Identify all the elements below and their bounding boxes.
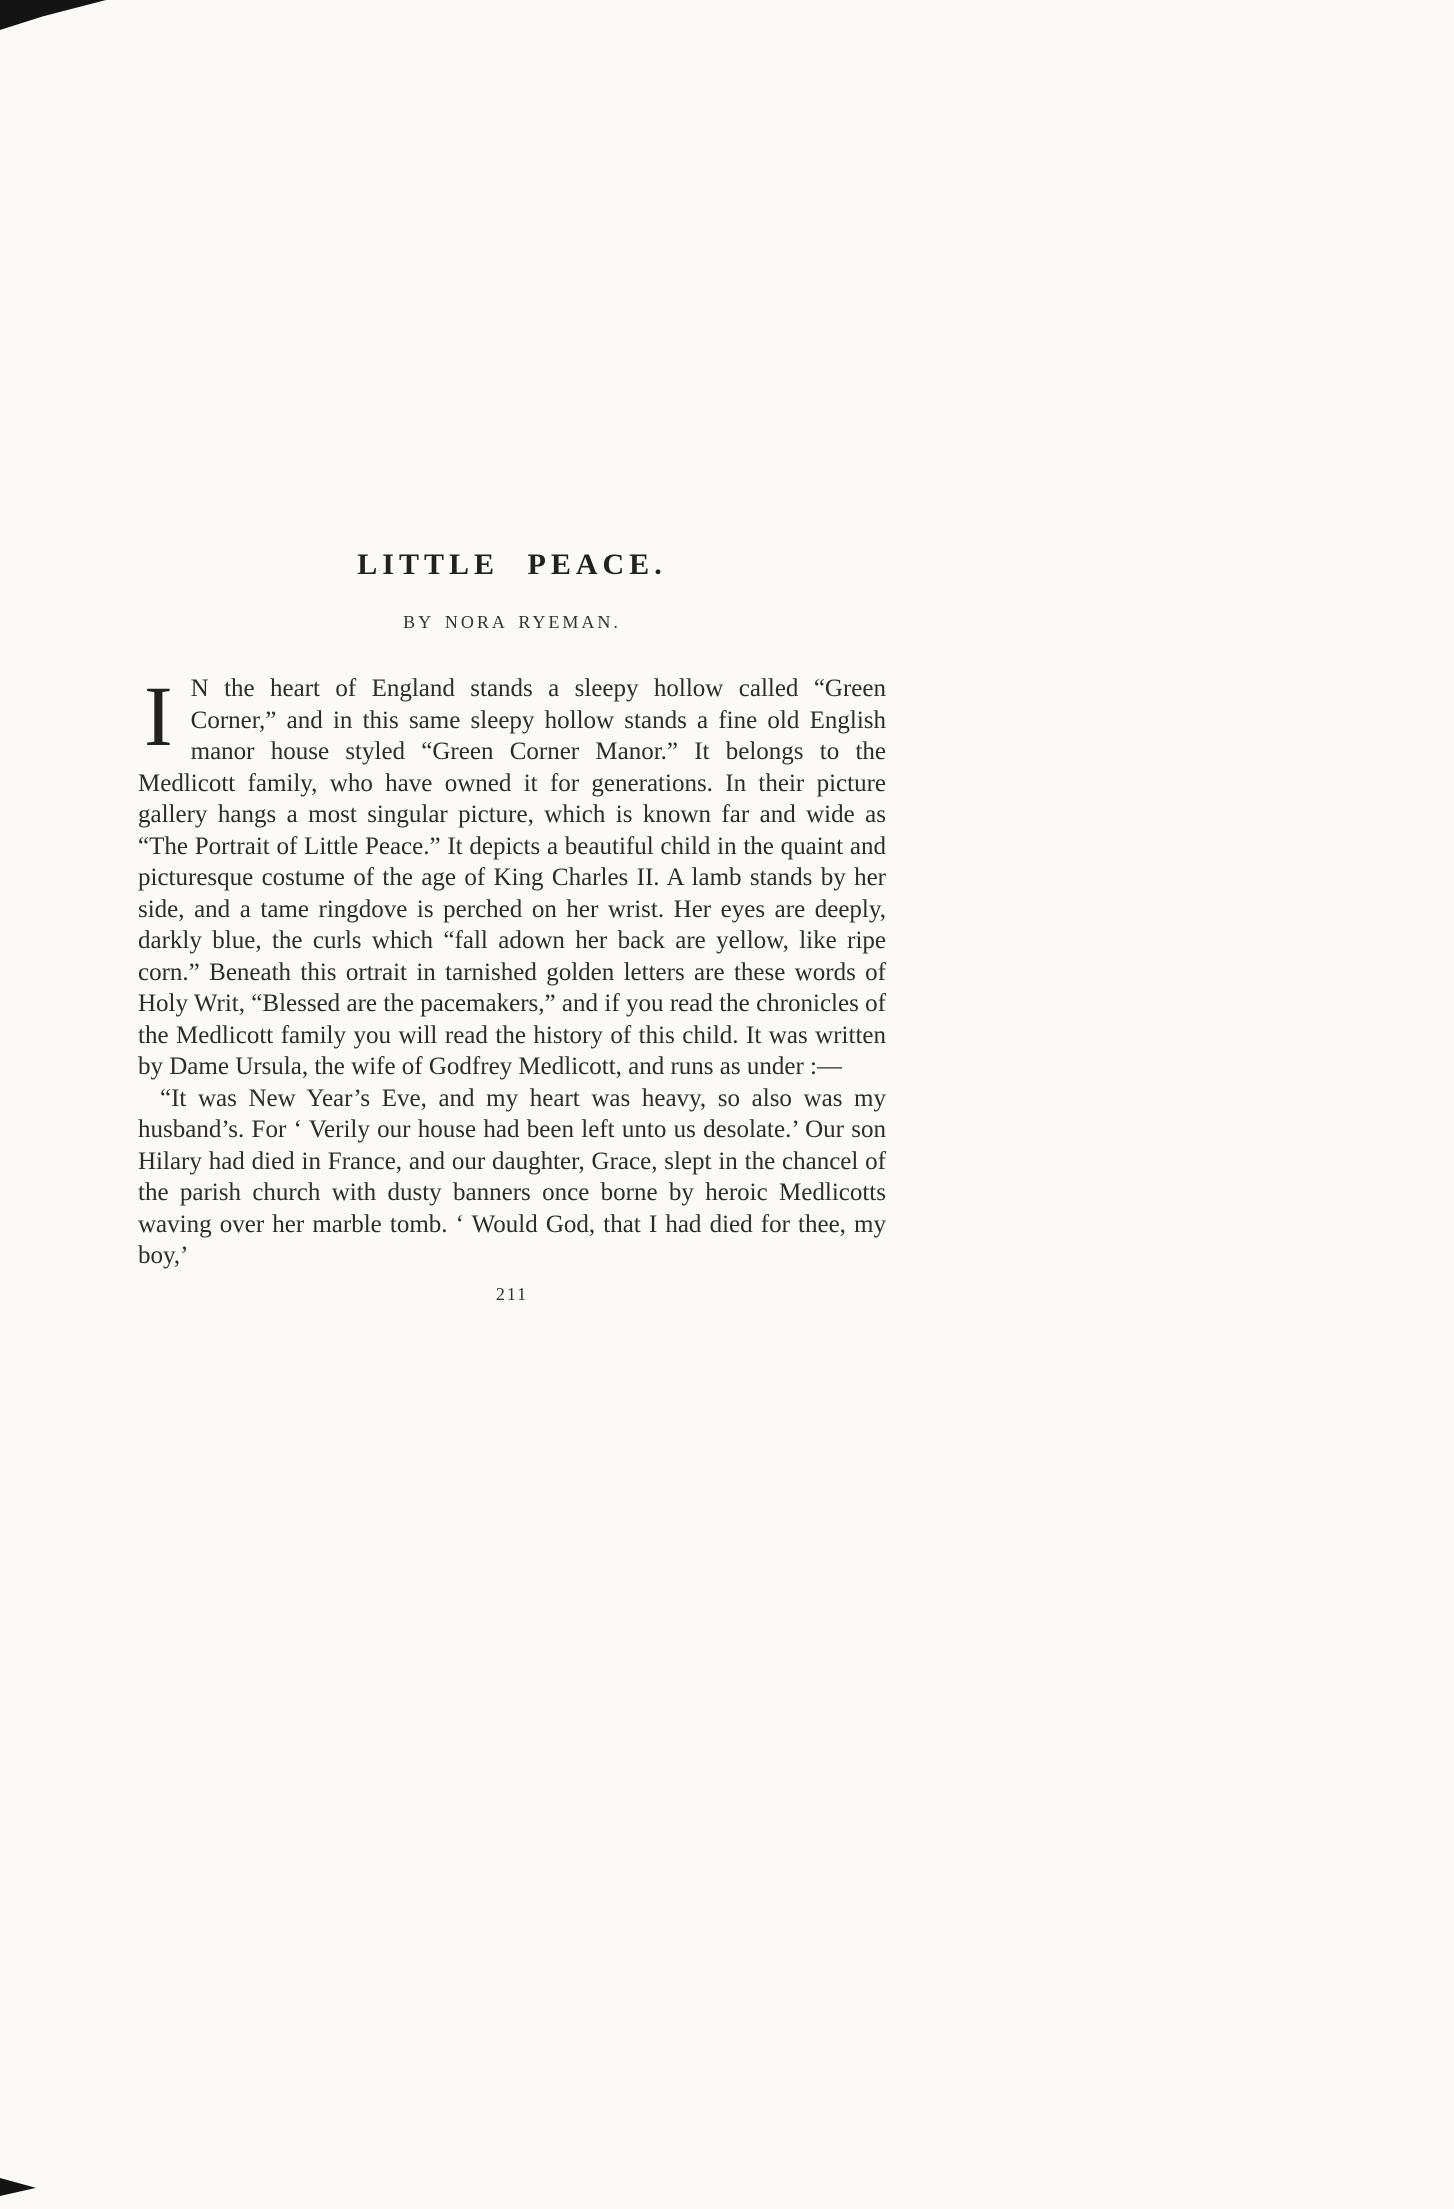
paragraph-chronicle <box>138 1083 886 1272</box>
byline: BY NORA RYEMAN. <box>403 612 621 632</box>
scan-artifact-bottom-left <box>0 2178 36 2196</box>
paragraph-opening <box>138 668 886 1083</box>
page-number: 211 <box>495 1283 529 1304</box>
page-content <box>138 548 886 1305</box>
scan-artifact-top-left <box>0 0 106 30</box>
paragraph-chronicle-text: “It was New Year’s Eve, and my heart was heavy, so also was my husband’s. For ‘ Verily our house had been left unto us desolate.’ Our son Hilary had died in France, and our daughter, Grace, slept in the chancel of the parish church with dusty banners once borne by heroic Medlicotts waving over her marble tomb. ‘ Would God, that I had died for thee, my boy,’ <box>138 1084 886 1269</box>
drop-cap-letter: I <box>144 668 173 764</box>
page-title: LITTLE PEACE. <box>357 548 667 581</box>
paragraph-opening-text: N the heart of England stands a sleepy hollow called “Green Corner,” and in this same sleepy hollow stands a fine old English manor house styled “Green Corner Manor.” It belongs to the Medlicott family, who have owned it for generations. In their picture gallery hangs a most singular picture, which is known far and wide as “The Portrait of Little Peace.” It depicts a beautiful child in the quaint and picturesque costume of the age of King Charles II. A lamb stands by her side, and a tame ringdove is perched on her wrist. Her eyes are deeply, darkly blue, the curls which “fall adown her back are yellow, like ripe corn.” Beneath this ortrait in tarnished golden letters are these words of Holy Writ, “Blessed are the pacemakers,” and if you read the chronicles of the Medlicott family you will read the history of this child. It was written by Dame Ursula, the wife of Godfrey Medlicott, and runs as under :— <box>138 675 886 1080</box>
